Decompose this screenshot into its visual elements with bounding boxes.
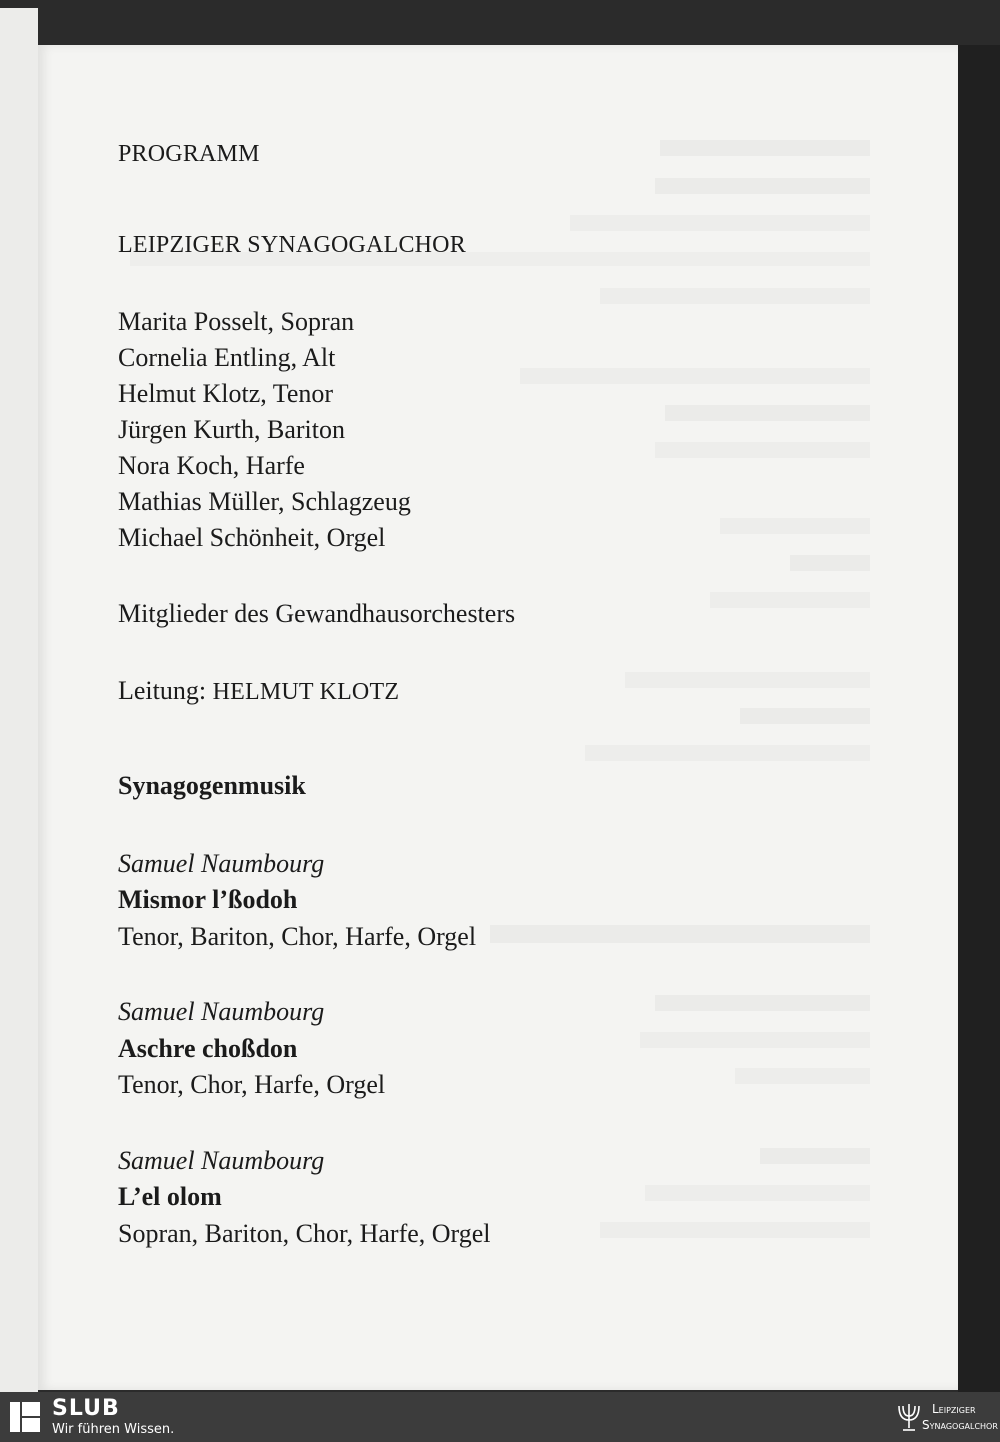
facing-page-edge <box>0 8 38 1392</box>
footer-bar <box>0 1392 1000 1442</box>
menorah-icon[interactable] <box>894 1398 924 1434</box>
performer-item: Cornelia Entling, Alt <box>118 343 336 372</box>
performer-item: Helmut Klotz, Tenor <box>118 379 334 408</box>
program-heading: PROGRAMM <box>118 141 260 167</box>
piece-composer: Samuel Naumbourg <box>118 1146 325 1175</box>
conductor-name: HELMUT KLOTZ <box>212 679 400 705</box>
piece-composer: Samuel Naumbourg <box>118 849 325 878</box>
performer-item: Mathias Müller, Schlagzeug <box>118 487 411 516</box>
slub-name[interactable]: SLUB <box>52 1396 120 1421</box>
orchestra-line: Mitglieder des Gewandhausorchesters <box>118 599 516 628</box>
piece-title: Aschre choßdon <box>118 1034 298 1063</box>
piece-title: Mismor l’ßodoh <box>118 885 298 914</box>
performer-item: Michael Schönheit, Orgel <box>118 523 386 552</box>
slub-logo-icon[interactable] <box>8 1400 42 1434</box>
piece-scoring: Tenor, Chor, Harfe, Orgel <box>118 1070 386 1099</box>
section-heading: Synagogenmusik <box>118 771 306 800</box>
slub-tagline: Wir führen Wissen. <box>52 1422 175 1437</box>
performer-item: Marita Posselt, Sopran <box>118 307 355 336</box>
choir-logo-line1: Leipziger <box>932 1402 976 1416</box>
choir-name: LEIPZIGER SYNAGOGALCHOR <box>118 232 466 258</box>
piece-scoring: Tenor, Bariton, Chor, Harfe, Orgel <box>118 922 477 951</box>
piece-composer: Samuel Naumbourg <box>118 997 325 1026</box>
piece-scoring: Sopran, Bariton, Chor, Harfe, Orgel <box>118 1219 491 1248</box>
conductor-line <box>118 678 399 704</box>
scan-border <box>958 45 1000 1392</box>
conductor-label: Leitung: <box>118 676 213 705</box>
piece-title: L’el olom <box>118 1182 222 1211</box>
performer-item: Nora Koch, Harfe <box>118 451 305 480</box>
performer-item: Jürgen Kurth, Bariton <box>118 415 345 444</box>
choir-logo-line2: Synagogalchor <box>922 1418 998 1432</box>
